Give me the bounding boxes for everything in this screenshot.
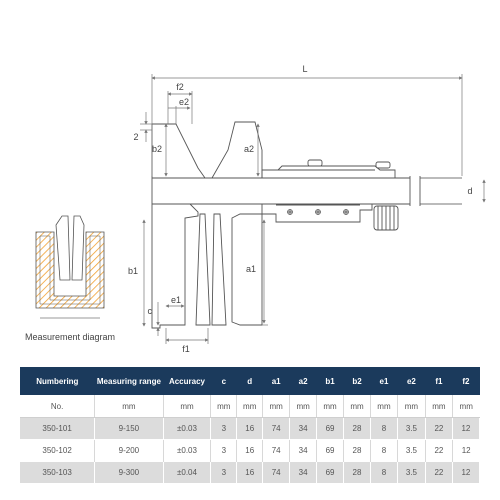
table-cell: 3.5	[397, 462, 425, 484]
label-e2: e2	[178, 97, 190, 107]
table-cell: 8	[370, 418, 397, 440]
table-cell: mm	[163, 396, 211, 418]
table-cell: mm	[452, 396, 479, 418]
table-cell: 9-200	[95, 440, 163, 462]
table-cell: 8	[370, 462, 397, 484]
header-cell: b2	[344, 367, 371, 396]
table-cell: 34	[290, 462, 317, 484]
table-cell: 12	[452, 440, 479, 462]
header-cell: f1	[425, 367, 452, 396]
header-cell: d	[237, 367, 263, 396]
table-cell: 350-101	[20, 418, 95, 440]
specs-table	[20, 367, 480, 483]
label-b1: b1	[127, 266, 138, 276]
table-cell: 3	[211, 462, 237, 484]
label-a2: a2	[243, 144, 254, 154]
header-cell: e2	[397, 367, 425, 396]
dimension-labels	[128, 64, 473, 354]
table-cell: 34	[290, 440, 317, 462]
table-cell: 74	[263, 462, 290, 484]
label-b2: b2	[151, 144, 162, 154]
label-e1: e1	[170, 295, 182, 305]
header-cell: e1	[370, 367, 397, 396]
table-cell: 9-300	[95, 462, 163, 484]
table-cell: 16	[237, 462, 263, 484]
diagram-caption: Measurement diagram	[24, 332, 116, 342]
table-cell: ±0.03	[163, 418, 211, 440]
table-cell: 8	[370, 440, 397, 462]
table-cell: 34	[290, 418, 317, 440]
units-row	[20, 396, 480, 418]
table-cell: 350-102	[20, 440, 95, 462]
table-cell: 3.5	[397, 440, 425, 462]
label-f1: f1	[182, 344, 190, 354]
table-cell: 3	[211, 418, 237, 440]
table-cell: 16	[237, 440, 263, 462]
label-f2: f2	[176, 82, 184, 92]
header-cell: Accuracy	[163, 367, 211, 396]
header-cell: b1	[317, 367, 344, 396]
table-cell: mm	[211, 396, 237, 418]
caliper-outline	[152, 122, 462, 328]
measurement-diagram	[36, 216, 104, 318]
table-cell: mm	[263, 396, 290, 418]
table-row	[20, 440, 480, 462]
table-cell: 3.5	[397, 418, 425, 440]
table-cell: 28	[344, 418, 371, 440]
table-cell: 74	[263, 418, 290, 440]
header-cell: c	[211, 367, 237, 396]
table-cell: 22	[425, 462, 452, 484]
table-cell: 22	[425, 440, 452, 462]
table-cell: 350-103	[20, 462, 95, 484]
table-cell: mm	[397, 396, 425, 418]
dimension-lines	[140, 74, 484, 344]
table-cell: mm	[425, 396, 452, 418]
table-row	[20, 462, 480, 484]
table-cell: 22	[425, 418, 452, 440]
table-cell: mm	[95, 396, 163, 418]
label-d: d	[467, 186, 473, 196]
label-a1: a1	[245, 264, 256, 274]
header-cell: Measuring range	[95, 367, 163, 396]
table-cell: 12	[452, 462, 479, 484]
header-cell: f2	[452, 367, 479, 396]
table-cell: mm	[317, 396, 344, 418]
table-cell: mm	[290, 396, 317, 418]
table-cell: 3	[211, 440, 237, 462]
table-cell: 16	[237, 418, 263, 440]
table-cell: 28	[344, 462, 371, 484]
table-cell: 69	[317, 440, 344, 462]
table-cell: 28	[344, 440, 371, 462]
header-cell: a2	[290, 367, 317, 396]
table-cell: 69	[317, 418, 344, 440]
table-cell: mm	[370, 396, 397, 418]
table-cell: 12	[452, 418, 479, 440]
table-row	[20, 418, 480, 440]
table-cell: 74	[263, 440, 290, 462]
table-cell: 69	[317, 462, 344, 484]
table-cell: No.	[20, 396, 95, 418]
label-2: 2	[133, 132, 139, 142]
table-header-row	[20, 367, 480, 396]
table-cell: ±0.04	[163, 462, 211, 484]
label-L: L	[302, 64, 308, 74]
header-cell: Numbering	[20, 367, 95, 396]
table-cell: ±0.03	[163, 440, 211, 462]
header-cell: a1	[263, 367, 290, 396]
table-cell: 9-150	[95, 418, 163, 440]
label-c: c	[147, 306, 152, 316]
table-cell: mm	[344, 396, 371, 418]
table-cell: mm	[237, 396, 263, 418]
